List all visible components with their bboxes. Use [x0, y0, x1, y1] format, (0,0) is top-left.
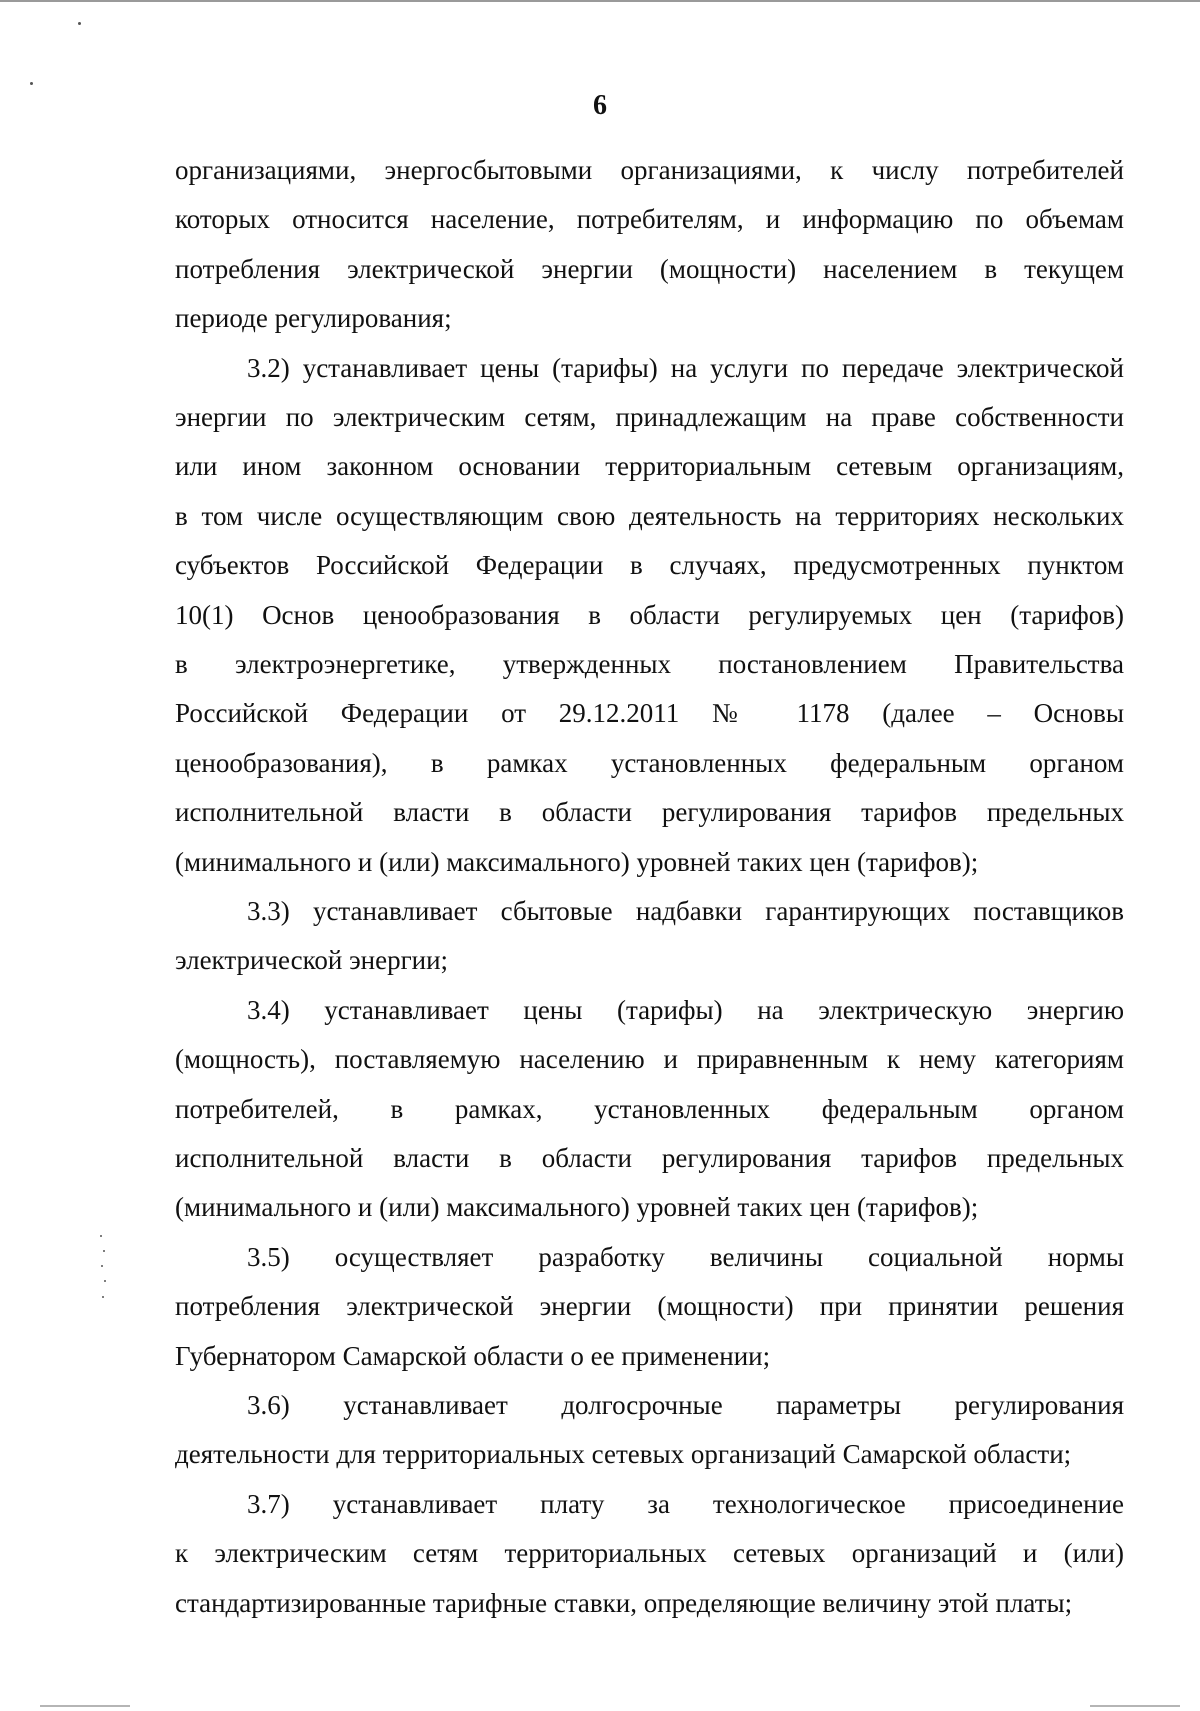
text-line: 3.2) устанавливает цены (тарифы) на услуги по передаче электрической	[247, 353, 1124, 383]
scan-speck	[30, 82, 33, 85]
text-line: (мощность), поставляемую населению и приравненным к нему категориям	[175, 1044, 1124, 1074]
text-line: деятельности для территориальных сетевых организаций Самарской области;	[175, 1439, 1072, 1469]
text-line: в электроэнергетике, утвержденных постановлением Правительства	[175, 649, 1124, 679]
text-line: 10(1) Основ ценообразования в области регулируемых цен (тарифов)	[175, 600, 1124, 630]
scan-speck	[102, 1296, 104, 1298]
scan-edge-line	[0, 0, 1200, 2]
text-line: (минимального и (или) максимального) уровней таких цен (тарифов);	[175, 847, 979, 877]
scan-noise	[1090, 1705, 1180, 1707]
text-line: 3.7) устанавливает плату за технологическое присоединение	[247, 1489, 1124, 1519]
text-line: потребления электрической энергии (мощности) при принятии решения	[175, 1291, 1124, 1321]
text-line: организациями, энергосбытовыми организациями, к числу потребителей	[175, 155, 1124, 185]
scan-speck	[103, 1250, 105, 1252]
text-line: 3.4) устанавливает цены (тарифы) на электрическую энергию	[247, 995, 1124, 1025]
scan-noise	[40, 1705, 130, 1707]
text-line: (минимального и (или) максимального) уровней таких цен (тарифов);	[175, 1192, 979, 1222]
text-line: которых относится население, потребителям, и информацию по объемам	[175, 204, 1124, 234]
text-line: периоде регулирования;	[175, 303, 452, 333]
text-line: в том числе осуществляющим свою деятельность на территориях нескольких	[175, 501, 1124, 531]
text-line: ценообразования), в рамках установленных федеральным органом	[175, 748, 1124, 778]
text-line: стандартизированные тарифные ставки, определяющие величину этой платы;	[175, 1588, 1073, 1618]
text-line: 3.6) устанавливает долгосрочные параметры регулирования	[247, 1390, 1124, 1420]
text-line: потребителей, в рамках, установленных федеральным органом	[175, 1094, 1124, 1124]
text-line: к электрическим сетям территориальных сетевых организаций и (или)	[175, 1538, 1124, 1568]
scan-speck	[101, 1265, 103, 1267]
text-line: 3.3) устанавливает сбытовые надбавки гарантирующих поставщиков	[247, 896, 1124, 926]
text-line: субъектов Российской Федерации в случаях, предусмотренных пунктом	[175, 550, 1124, 580]
text-line: исполнительной власти в области регулирования тарифов предельных	[175, 1143, 1124, 1173]
text-line: Губернатором Самарской области о ее применении;	[175, 1341, 771, 1371]
text-line: электрической энергии;	[175, 945, 449, 975]
scan-speck	[78, 22, 81, 25]
text-line: энергии по электрическим сетям, принадлежащим на праве собственности	[175, 402, 1124, 432]
scan-speck	[104, 1280, 106, 1282]
text-line: потребления электрической энергии (мощности) населением в текущем	[175, 254, 1124, 284]
page-number: 6	[593, 90, 607, 121]
scan-speck	[100, 1235, 102, 1237]
text-line: Российской Федерации от 29.12.2011 № 1178 (далее – Основы	[175, 698, 1124, 728]
text-line: или ином законном основании территориальным сетевым организациям,	[175, 451, 1124, 481]
text-line: 3.5) осуществляет разработку величины социальной нормы	[247, 1242, 1124, 1272]
text-line: исполнительной власти в области регулирования тарифов предельных	[175, 797, 1124, 827]
